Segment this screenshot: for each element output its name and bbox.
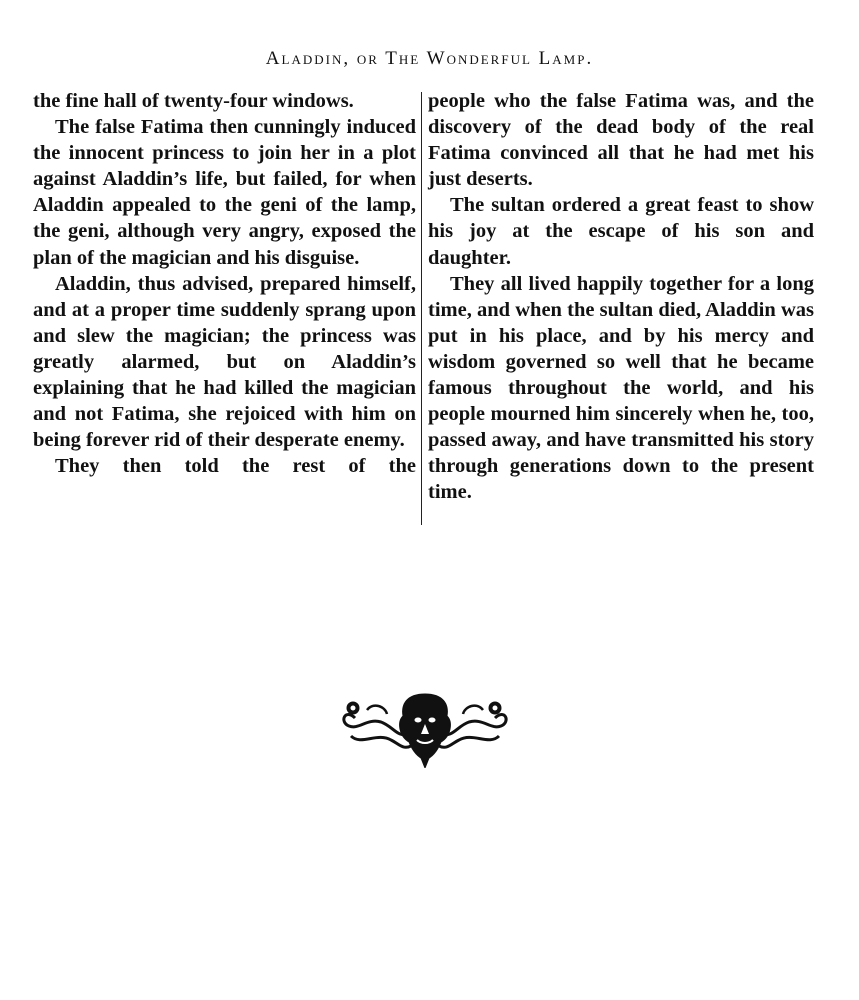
paragraph: They all lived happily together for a long time, and when the sultan died, Aladdin was put in his place, and by his mercy and wisdom governed so well that he became famous throughout the world, and his people mourned him sincerely when he, too, passed away, and have transmitted his story through generations down to the present time. xyxy=(428,272,814,504)
paragraph: The sultan ordered a great feast to show his joy at the escape of his son and daughter. xyxy=(428,194,814,269)
paragraph: They then told the rest of the xyxy=(55,455,416,478)
right-column xyxy=(428,88,814,506)
left-column xyxy=(33,88,416,479)
running-header: Aladdin, or The Wonderful Lamp. xyxy=(265,48,594,69)
paragraph: people who the false Fatima was, and the discovery of the dead body of the real Fatima convinced all that he had met his just deserts. xyxy=(428,90,814,191)
column-divider xyxy=(421,92,422,525)
lion-head-ornament-icon xyxy=(337,688,513,768)
paragraph: Aladdin, thus advised, prepared himself, and at a proper time suddenly sprang upon and slew the magician; the princess was greatly alarmed, but on Aladdin’s explaining that he had killed the magician and not Fatima, she rejoiced with him on being forever rid of their desperate enemy. xyxy=(33,272,416,452)
paragraph: the fine hall of twenty-four windows. xyxy=(33,90,354,112)
paragraph: The false Fatima then cunningly induced the innocent princess to join her in a plot against Aladdin’s life, but failed, for when Aladdin appealed to the geni of the lamp, the geni, although very angry, exposed the plan of the magician and his disguise. xyxy=(33,116,416,269)
